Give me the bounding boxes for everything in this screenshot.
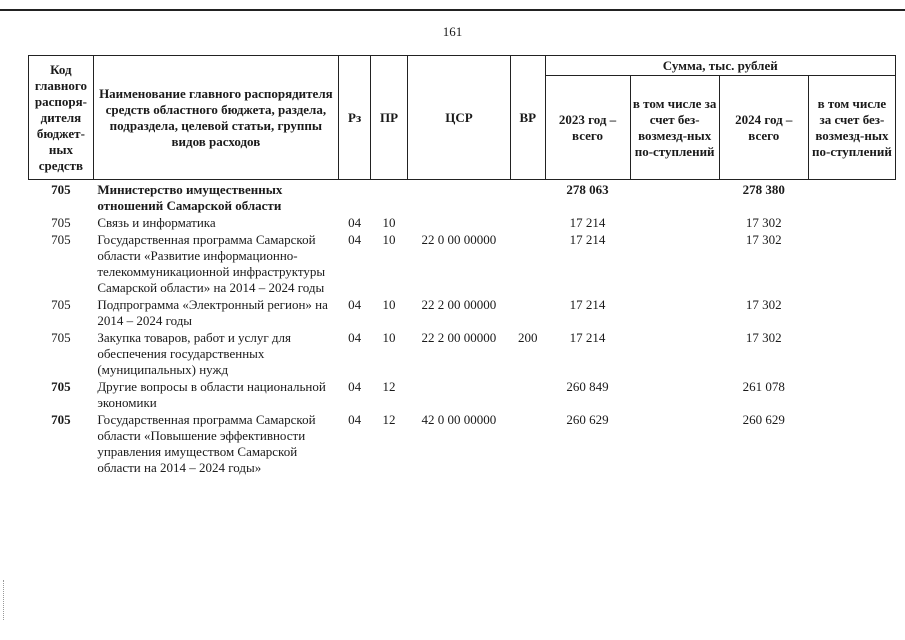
- row-2023-free: [630, 232, 719, 297]
- row-2023-total: 260 849: [566, 379, 609, 394]
- row-2024-free: [808, 330, 895, 379]
- row-2023-total: 17 214: [569, 330, 606, 345]
- row-vr: [511, 297, 545, 330]
- row-2023-free: [630, 412, 719, 477]
- header-2024-free: в том числе за счет без-возмезд-ных по-ступлений: [808, 76, 895, 180]
- row-2023-free: [630, 297, 719, 330]
- row-name: Государственная программа Самарской области «Развитие информационно-телекоммуникационной инфраструктуры Самарской области» на 2014 – 2024 годы: [97, 232, 326, 295]
- header-pr: ПР: [371, 56, 407, 180]
- table-row: [29, 379, 896, 412]
- row-rz: 04: [348, 412, 362, 427]
- table-row: [29, 215, 896, 232]
- row-csr: [407, 215, 510, 232]
- row-2023-total: 260 629: [566, 412, 609, 427]
- row-csr: 22 0 00 00000: [421, 232, 497, 247]
- row-name: Подпрограмма «Электронный регион» на 2014 – 2024 годы: [97, 297, 328, 328]
- row-2024-total: 260 629: [742, 412, 785, 427]
- table-row: [29, 412, 896, 477]
- page-number: 161: [442, 24, 463, 39]
- row-2024-free: [808, 379, 895, 412]
- row-code: 705: [51, 215, 71, 230]
- row-code: 705: [51, 297, 71, 312]
- row-vr: [511, 412, 545, 477]
- row-2024-total: 17 302: [745, 297, 782, 312]
- row-2024-free: [808, 232, 895, 297]
- row-rz: 04: [348, 379, 362, 394]
- row-2024-free: [808, 412, 895, 477]
- row-name: Связь и информатика: [97, 215, 216, 230]
- row-pr: 10: [382, 215, 396, 230]
- row-2024-free: [808, 215, 895, 232]
- row-2023-total: 17 214: [569, 232, 606, 247]
- row-2024-total: 17 302: [745, 215, 782, 230]
- row-code: 705: [51, 379, 71, 394]
- row-2023-free: [630, 180, 719, 216]
- header-vr: ВР: [511, 56, 545, 180]
- row-pr: 10: [382, 232, 396, 247]
- row-csr: [407, 379, 510, 412]
- table-row: [29, 232, 896, 297]
- row-2023-free: [630, 379, 719, 412]
- header-2023-total: 2023 год – всего: [545, 76, 630, 180]
- row-name: Закупка товаров, работ и услуг для обеспечения государственных (муниципальных) нужд: [97, 330, 291, 377]
- row-vr: 200: [518, 330, 538, 345]
- row-rz: [338, 180, 370, 216]
- row-2024-free: [808, 180, 895, 216]
- row-2023-free: [630, 215, 719, 232]
- row-rz: 04: [348, 330, 362, 345]
- row-rz: 04: [348, 232, 362, 247]
- row-rz: 04: [348, 215, 362, 230]
- row-pr: 12: [382, 412, 396, 427]
- row-pr: 12: [382, 379, 396, 394]
- row-code: 705: [51, 182, 71, 197]
- header-code: Код главного распоря-дителя бюджет-ных средств: [29, 56, 94, 180]
- row-2024-total: 278 380: [742, 182, 785, 197]
- table-header: [29, 56, 896, 180]
- header-name: Наименование главного распорядителя средств областного бюджета, раздела, подраздела, целевой статьи, группы видов расходов: [93, 56, 338, 180]
- table-row: [29, 330, 896, 379]
- header-2024-total: 2024 год – всего: [719, 76, 808, 180]
- row-code: 705: [51, 412, 71, 427]
- budget-table-container: [28, 55, 896, 477]
- row-2024-total: 261 078: [742, 379, 785, 394]
- row-2024-total: 17 302: [745, 232, 782, 247]
- row-2023-total: 17 214: [569, 297, 606, 312]
- row-vr: [511, 232, 545, 297]
- row-csr: 22 2 00 00000: [421, 297, 497, 312]
- header-csr: ЦСР: [407, 56, 510, 180]
- row-name: Государственная программа Самарской области «Повышение эффективности управления имуществом Самарской области на 2014 – 2024 годы»: [97, 412, 316, 475]
- row-name: Министерство имущественных отношений Самарской области: [97, 182, 283, 213]
- table-row: [29, 297, 896, 330]
- row-2024-total: 17 302: [745, 330, 782, 345]
- row-pr: 10: [382, 297, 396, 312]
- row-csr: [407, 180, 510, 216]
- table-row: [29, 180, 896, 216]
- header-2023-free: в том числе за счет без-возмезд-ных по-ступлений: [630, 76, 719, 180]
- row-name: Другие вопросы в области национальной экономики: [97, 379, 326, 410]
- row-vr: [511, 379, 545, 412]
- row-2023-total: 278 063: [566, 182, 609, 197]
- top-rule: [0, 9, 905, 11]
- table-body: [29, 180, 896, 478]
- row-pr: 10: [382, 330, 396, 345]
- scan-edge-marks: [3, 580, 6, 620]
- row-rz: 04: [348, 297, 362, 312]
- row-code: 705: [51, 330, 71, 345]
- row-2023-free: [630, 330, 719, 379]
- row-pr: [371, 180, 407, 216]
- row-csr: 22 2 00 00000: [421, 330, 497, 345]
- row-2024-free: [808, 297, 895, 330]
- header-sum-group: Сумма, тыс. рублей: [545, 56, 896, 76]
- header-rz: Рз: [338, 56, 370, 180]
- row-vr: [511, 180, 545, 216]
- row-code: 705: [51, 232, 71, 247]
- row-vr: [511, 215, 545, 232]
- row-2023-total: 17 214: [569, 215, 606, 230]
- budget-table: [28, 55, 896, 477]
- row-csr: 42 0 00 00000: [421, 412, 497, 427]
